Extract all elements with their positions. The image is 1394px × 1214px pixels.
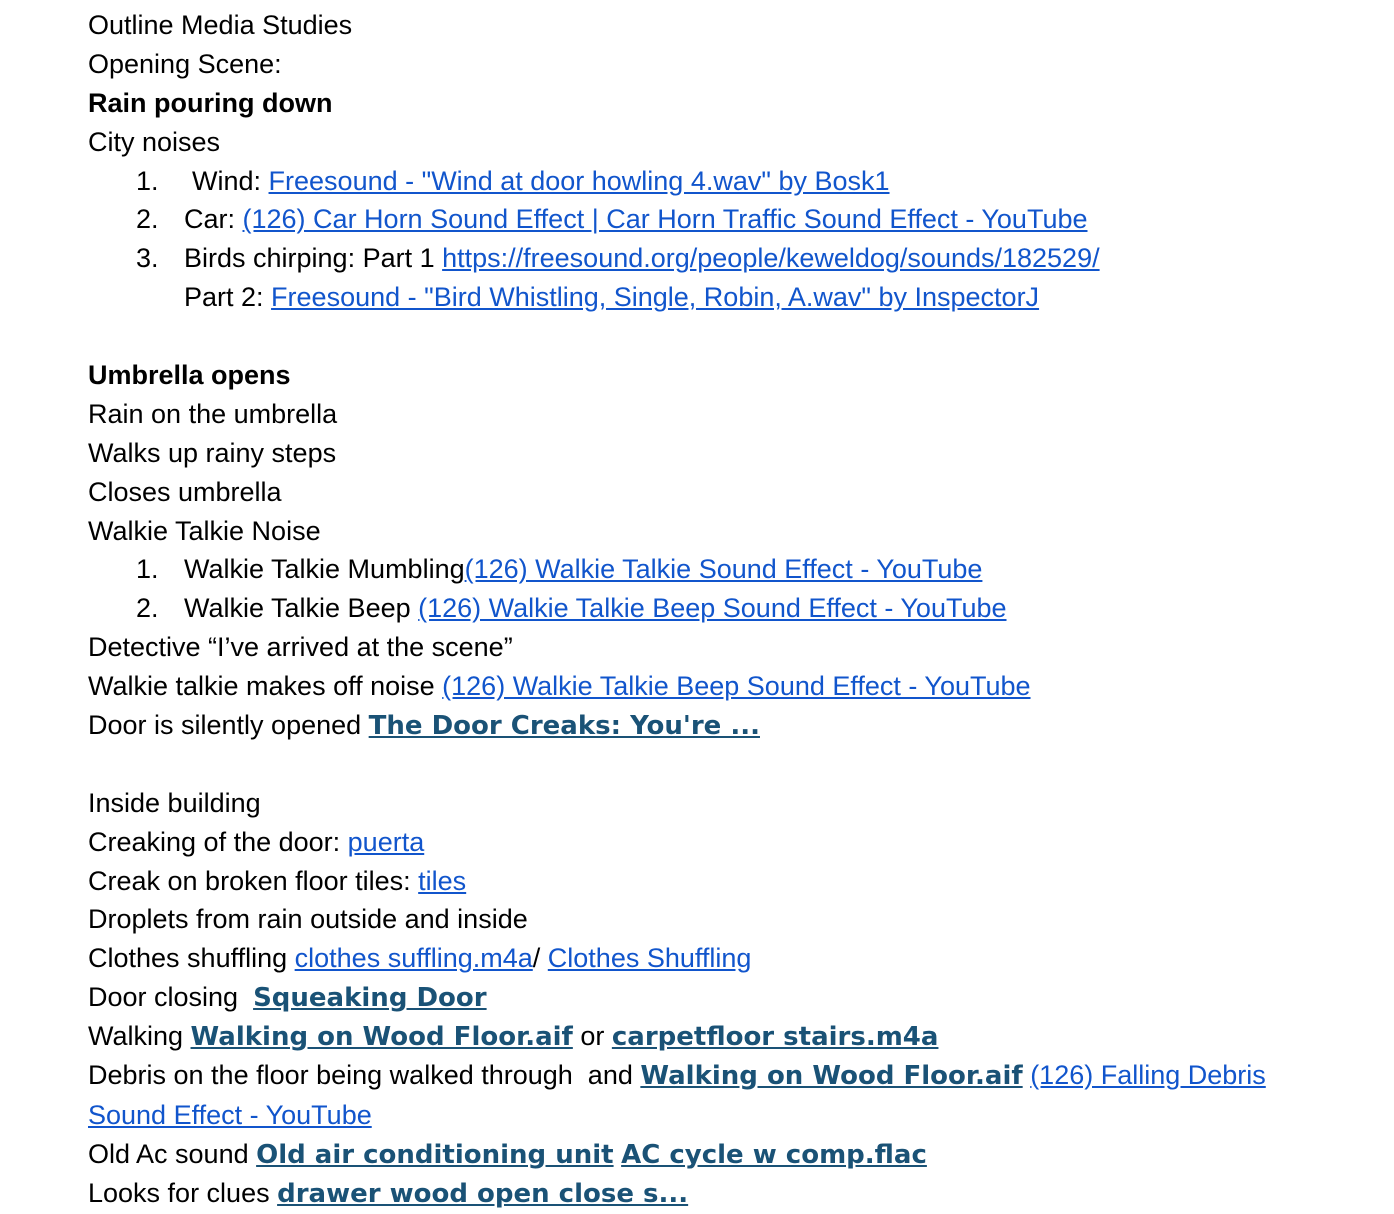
creaking-line [88, 823, 1288, 862]
city-noises-text: City noises [88, 126, 221, 157]
walking-or: or [572, 1021, 612, 1052]
ac-cycle-file-chip[interactable]: AC cycle w comp.flac [621, 1139, 927, 1170]
part2-label: Part 2: [184, 282, 272, 313]
walkie-beep-link[interactable]: (126) Walkie Talkie Beep Sound Effect - YouTube [418, 593, 1007, 624]
opening-scene-heading: Opening Scene: [88, 48, 282, 79]
birds-part2-link[interactable]: Freesound - "Bird Whistling, Single, Robin, A.wav" by InspectorJ [271, 282, 1040, 313]
wind-link[interactable]: Freesound - "Wind at door howling 4.wav" by Bosk1 [268, 165, 890, 196]
list-number: 1. [136, 554, 159, 585]
debris-line [88, 1056, 1288, 1135]
list-number: 2. [136, 204, 159, 235]
blank-line [88, 317, 1288, 356]
clothes-shuffling-link[interactable]: Clothes Shuffling [547, 943, 752, 974]
door-silent-line [88, 706, 1288, 745]
off-noise-line [88, 667, 1288, 706]
rain-umbrella-text: Rain on the umbrella [88, 398, 338, 429]
old-ac-label: Old Ac sound [88, 1138, 257, 1169]
creaking-label: Creaking of the door: [88, 826, 348, 857]
clothes-line [88, 939, 1288, 978]
falling-debris-link[interactable]: (126) Falling Debris Sound Effect - YouTube [88, 1060, 1266, 1130]
old-ac-file-chip[interactable]: Old air conditioning unit [256, 1139, 614, 1170]
list-item-label: Wind: [192, 165, 269, 196]
off-noise-link[interactable]: (126) Walkie Talkie Beep Sound Effect - YouTube [442, 671, 1031, 702]
off-noise-label: Walkie talkie makes off noise [88, 671, 443, 702]
clothes-separator: / [532, 943, 548, 974]
door-closing-line [88, 978, 1288, 1017]
list-item [88, 239, 1288, 278]
clothes-label: Clothes shuffling [88, 943, 295, 974]
wood-floor-file-chip[interactable]: Walking on Wood Floor.aif [190, 1022, 573, 1053]
car-horn-link[interactable]: (126) Car Horn Sound Effect | Car Horn Traffic Sound Effect - YouTube [242, 204, 1088, 235]
walkie-noise-text: Walkie Talkie Noise [88, 515, 321, 546]
inside-building-text: Inside building [88, 787, 261, 818]
old-ac-line [88, 1135, 1288, 1174]
list-item [88, 550, 1288, 589]
tiles-link[interactable]: tiles [418, 865, 467, 896]
list-item-label: Walkie Talkie Mumbling [184, 554, 465, 585]
clues-label: Looks for clues [88, 1177, 278, 1208]
clothes-suffling-link[interactable]: clothes suffling.m4a [294, 943, 533, 974]
list-number: 3. [136, 243, 159, 274]
closes-umbrella-text: Closes umbrella [88, 476, 282, 507]
door-creaks-file-chip[interactable]: The Door Creaks: You're ... [368, 711, 760, 742]
debris-wood-floor-file-chip[interactable]: Walking on Wood Floor.aif [640, 1061, 1023, 1092]
document-body [88, 6, 1288, 1213]
creak-tiles-label: Creak on broken floor tiles: [88, 865, 419, 896]
list-item-label: Walkie Talkie Beep [184, 593, 419, 624]
list-item-label: Birds chirping: Part 1 [184, 243, 443, 274]
walking-line [88, 1017, 1288, 1056]
list-item [88, 200, 1288, 239]
debris-label: Debris on the floor being walked through and [88, 1060, 641, 1091]
doc-title: Outline Media Studies [88, 10, 353, 40]
creak-tiles-line [88, 862, 1288, 901]
list-item-continuation [88, 278, 1288, 317]
walking-label: Walking [88, 1021, 191, 1052]
puerta-link[interactable]: puerta [347, 826, 425, 857]
list-item-label: Car: [184, 204, 243, 235]
list-number: 2. [136, 593, 159, 624]
droplets-text: Droplets from rain outside and inside [88, 904, 528, 935]
detective-quote: Detective “I’ve arrived at the scene” [88, 632, 513, 663]
blank-line [88, 745, 1288, 784]
walks-steps-text: Walks up rainy steps [88, 437, 337, 468]
list-item [88, 162, 1288, 201]
umbrella-heading: Umbrella opens [88, 360, 291, 391]
door-silent-label: Door is silently opened [88, 710, 369, 741]
squeaking-door-file-chip[interactable]: Squeaking Door [253, 983, 487, 1014]
clues-line [88, 1174, 1288, 1213]
birds-part1-link[interactable]: https://freesound.org/people/keweldog/sounds/182529/ [442, 243, 1100, 274]
list-item [88, 589, 1288, 628]
list-number: 1. [136, 165, 159, 196]
walkie-mumbling-link[interactable]: (126) Walkie Talkie Sound Effect - YouTube [464, 554, 983, 585]
drawer-file-chip[interactable]: drawer wood open close s... [277, 1178, 689, 1209]
rain-heading: Rain pouring down [88, 87, 333, 118]
carpet-stairs-file-chip[interactable]: carpetfloor stairs.m4a [611, 1022, 939, 1053]
door-closing-label: Door closing [88, 982, 254, 1013]
